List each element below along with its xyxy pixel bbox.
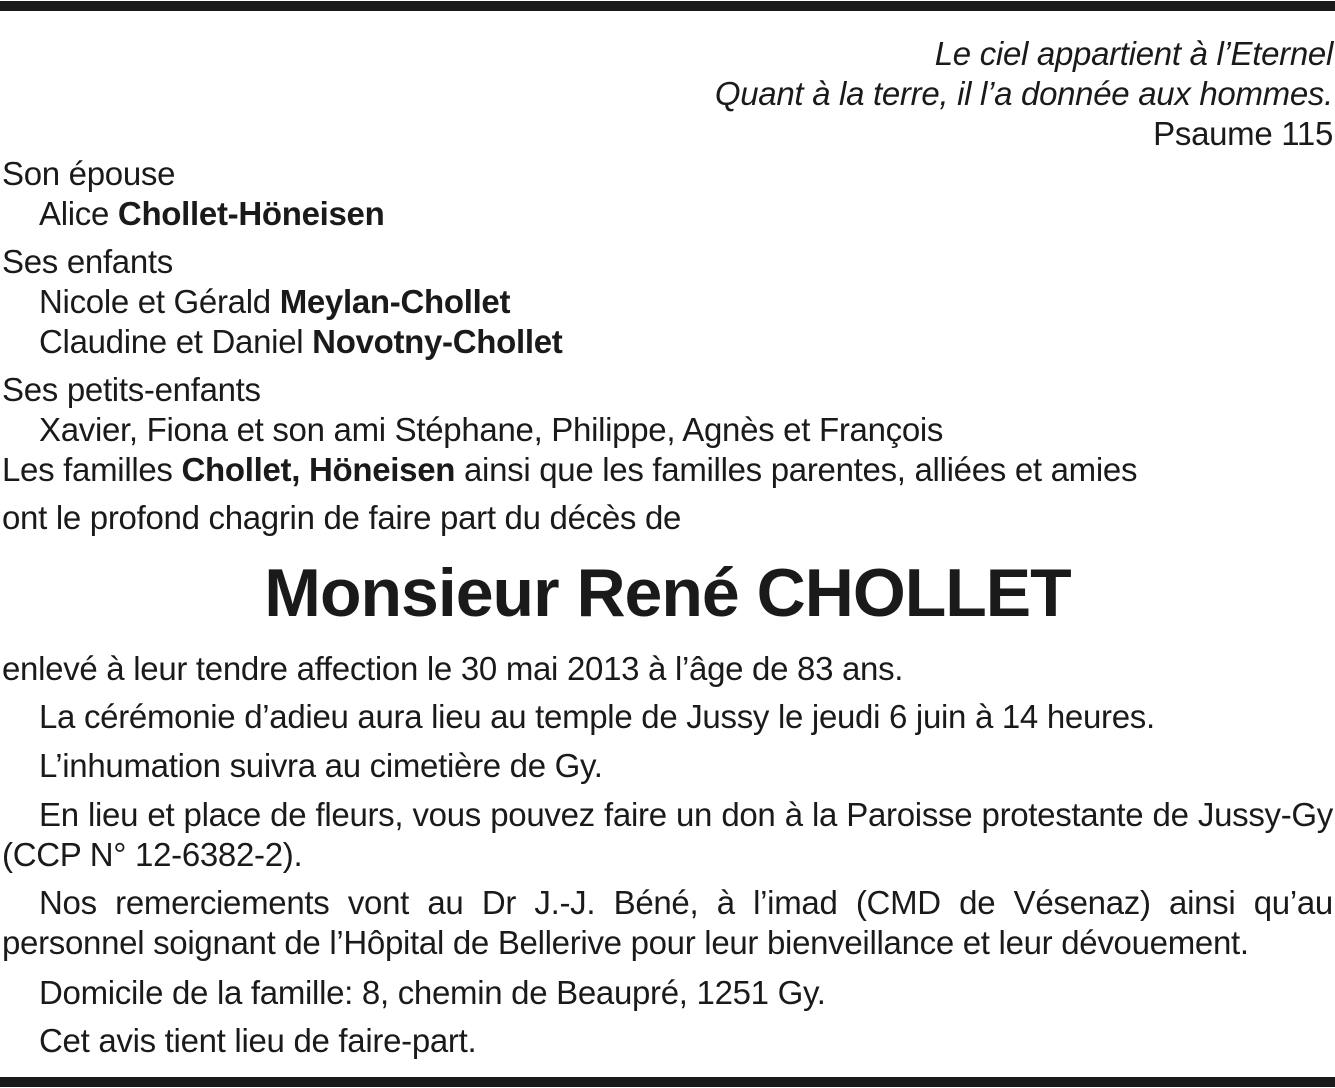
spouse-entry [39, 194, 384, 234]
donation-paragraph: En lieu et place de fleurs, vous pouvez faire un don à la Paroisse protestante de Jussy-Gy (CCP N° 12-6382-2). [2, 796, 1333, 873]
child-last-name: Novotny-Chollet [312, 323, 563, 360]
families-suffix: ainsi que les familles parentes, alliées et amies [464, 451, 1138, 488]
child-last-name: Meylan-Chollet [279, 283, 511, 320]
thanks-paragraph: Nos remerciements vont au Dr J.-J. Béné, à l’imad (CMD de Vésenaz) ainsi qu’au personnel soignant de l’Hôpital de Bellerive pour leur bienveillance et leur dévouement. [2, 884, 1333, 961]
death-line: enlevé à leur tendre affection le 30 mai 2013 à l’âge de 83 ans. [2, 650, 904, 687]
families-line [2, 450, 1137, 490]
family-address: Domicile de la famille: 8, chemin de Beaupré, 1251 Gy. [39, 974, 826, 1011]
spouse-last-name: Chollet-Höneisen [117, 195, 385, 232]
grandchildren-heading: Ses petits-enfants [2, 371, 261, 408]
deceased-name: Monsieur René CHOLLET [264, 555, 1071, 631]
ceremony-line: La cérémonie d’adieu aura lieu au temple de Jussy le jeudi 6 juin à 14 heures. [39, 698, 1155, 735]
child-first-names: Nicole et Gérald [39, 283, 271, 320]
top-border-rule [0, 1, 1335, 11]
announcement-line: ont le profond chagrin de faire part du décès de [2, 499, 682, 536]
child-entry [39, 282, 510, 322]
grandchildren-names: Xavier, Fiona et son ami Stéphane, Philippe, Agnès et François [39, 411, 944, 448]
families-prefix: Les familles [2, 451, 173, 488]
bottom-border-rule [0, 1077, 1335, 1087]
psalm-source: Psaume 115 [1153, 115, 1333, 152]
spouse-first-name: Alice [39, 195, 110, 232]
child-entry [39, 322, 562, 362]
families-names: Chollet, Höneisen [181, 451, 456, 488]
spouse-heading: Son épouse [2, 155, 176, 192]
psalm-quote-line-1: Le ciel appartient à l’Eternel [934, 35, 1333, 72]
psalm-quote-line-2: Quant à la terre, il l’a donnée aux hommes. [714, 75, 1333, 112]
notice-line: Cet avis tient lieu de faire-part. [39, 1022, 477, 1059]
children-heading: Ses enfants [2, 243, 173, 280]
child-first-names: Claudine et Daniel [39, 323, 304, 360]
burial-line: L’inhumation suivra au cimetière de Gy. [39, 747, 603, 784]
